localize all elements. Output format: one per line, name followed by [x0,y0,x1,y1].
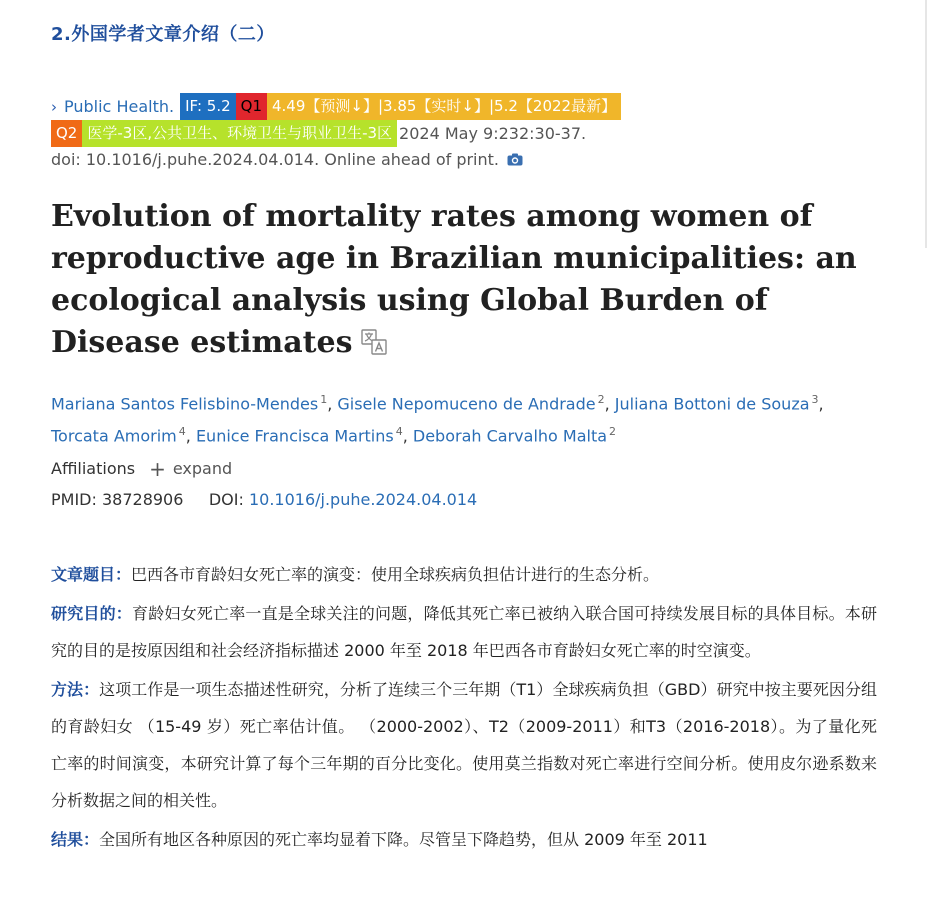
identifier-row [51,490,477,509]
impact-factor-badge: IF: 5.2 [180,93,236,120]
author-link[interactable]: Deborah Carvalho Malta [412,426,608,446]
author-affiliation-number[interactable]: 4 [178,425,186,439]
chevron-right-icon[interactable]: › [51,97,57,116]
summary-method-text: 这项工作是一项生态描述性研究，分析了连续三个三年期（T1）全球疾病负担（GBD）研究中按主要死因分组的育龄妇女 （15-49 岁）死亡率估计值。 （2000-2002）、T2（2009-2011）和T3（2016-2018）。为了量化死亡率的时间演变，本研究计算了每个三年期的百分比变化。使用莫兰指数对死亡率进行空间分析。使用皮尔逊系数来分析数据之间的相关性。 [51,680,877,810]
summary-result-paragraph [51,821,877,858]
plus-icon: + [149,456,166,481]
author-affiliation-number[interactable]: 2 [609,425,617,439]
summary-aim-label: 研究目的： [51,604,132,623]
quartile-q2-badge: Q2 [51,120,82,147]
author-affiliation-number[interactable]: 2 [597,393,605,406]
summary-aim-paragraph [51,595,877,669]
translate-icon[interactable] [361,329,387,355]
article-title-text: Evolution of mortality rates among women of reproductive age in Brazilian municipalities: an ecological analysis using Global Burden of Disease estimates [51,199,857,360]
author-link[interactable]: Gisele Nepomuceno de Andrade [337,394,596,414]
journal-link[interactable]: Public Health. [64,97,175,116]
pmid: PMID: 38728906 [51,490,184,509]
summary-aim-text: 育龄妇女死亡率一直是全球关注的问题，降低其死亡率已被纳入联合国可持续发展目标的具体目标。本研究的目的是按原因组和社会经济指标描述 2000 年至 2018 年巴西各市育龄妇女死亡率的时空演变。 [51,604,877,660]
author-affiliation-number[interactable]: 1 [320,393,328,406]
journal-line [51,93,621,120]
author-affiliation-number[interactable]: 3 [811,393,819,406]
affiliations-row [51,456,233,481]
author-link[interactable]: Mariana Santos Felisbino-Mendes [51,394,319,414]
quartile-q1-badge: Q1 [236,93,267,120]
doi-link[interactable]: 10.1016/j.puhe.2024.04.014 [248,490,478,509]
affiliations-label: Affiliations [51,459,136,478]
camera-icon[interactable] [507,153,523,166]
summary-result-text: 全国所有地区各种原因的死亡率均显着下降。尽管呈下降趋势，但从 2009 年至 2011 [99,830,708,849]
summary-result-label: 结果： [51,830,100,849]
section-heading: 2.外国学者文章介绍（二） [51,24,275,45]
scroll-edge [925,0,927,248]
author-list: Mariana Santos Felisbino-Mendes $^1$, Gisele Nepomuceno de Andrade $^2$, Juliana Bottoni de Souza $^3$, Torcata Amorim $^4$, Eunice Francisca Martins $^4$, Deborah Carvalho Malta $^2$ [51,393,824,446]
publication-date: 2024 May 9:232:30-37. [399,124,587,143]
article-title [51,196,901,364]
author-link[interactable]: Juliana Bottoni de Souza [614,394,810,414]
expand-affiliations-button[interactable] [149,456,233,481]
category-badge: 医学-3区,公共卫生、环境卫生与职业卫生-3区 [82,120,397,147]
doi-text: doi: 10.1016/j.puhe.2024.04.014. Online ahead of print. [51,150,499,169]
author-affiliation-number[interactable]: 4 [395,425,403,439]
if-prediction-badge: 4.49【预测↓】|3.85【实时↓】|5.2【2022最新】 [267,93,621,120]
summary-title-label: 文章题目： [51,565,132,584]
doi-label: DOI: [208,490,244,509]
author-link[interactable]: Torcata Amorim [51,426,177,446]
summary-title-text: 巴西各市育龄妇女死亡率的演变：使用全球疾病负担估计进行的生态分析。 [131,565,660,584]
summary-method-label: 方法： [51,680,100,699]
summary-method-paragraph [51,671,877,819]
expand-label: expand [172,459,233,478]
summary-title-paragraph [51,556,877,593]
doi-line [51,150,523,169]
chinese-summary [51,556,877,860]
author-link[interactable]: Eunice Francisca Martins [195,426,394,446]
journal-line-2 [51,120,586,147]
